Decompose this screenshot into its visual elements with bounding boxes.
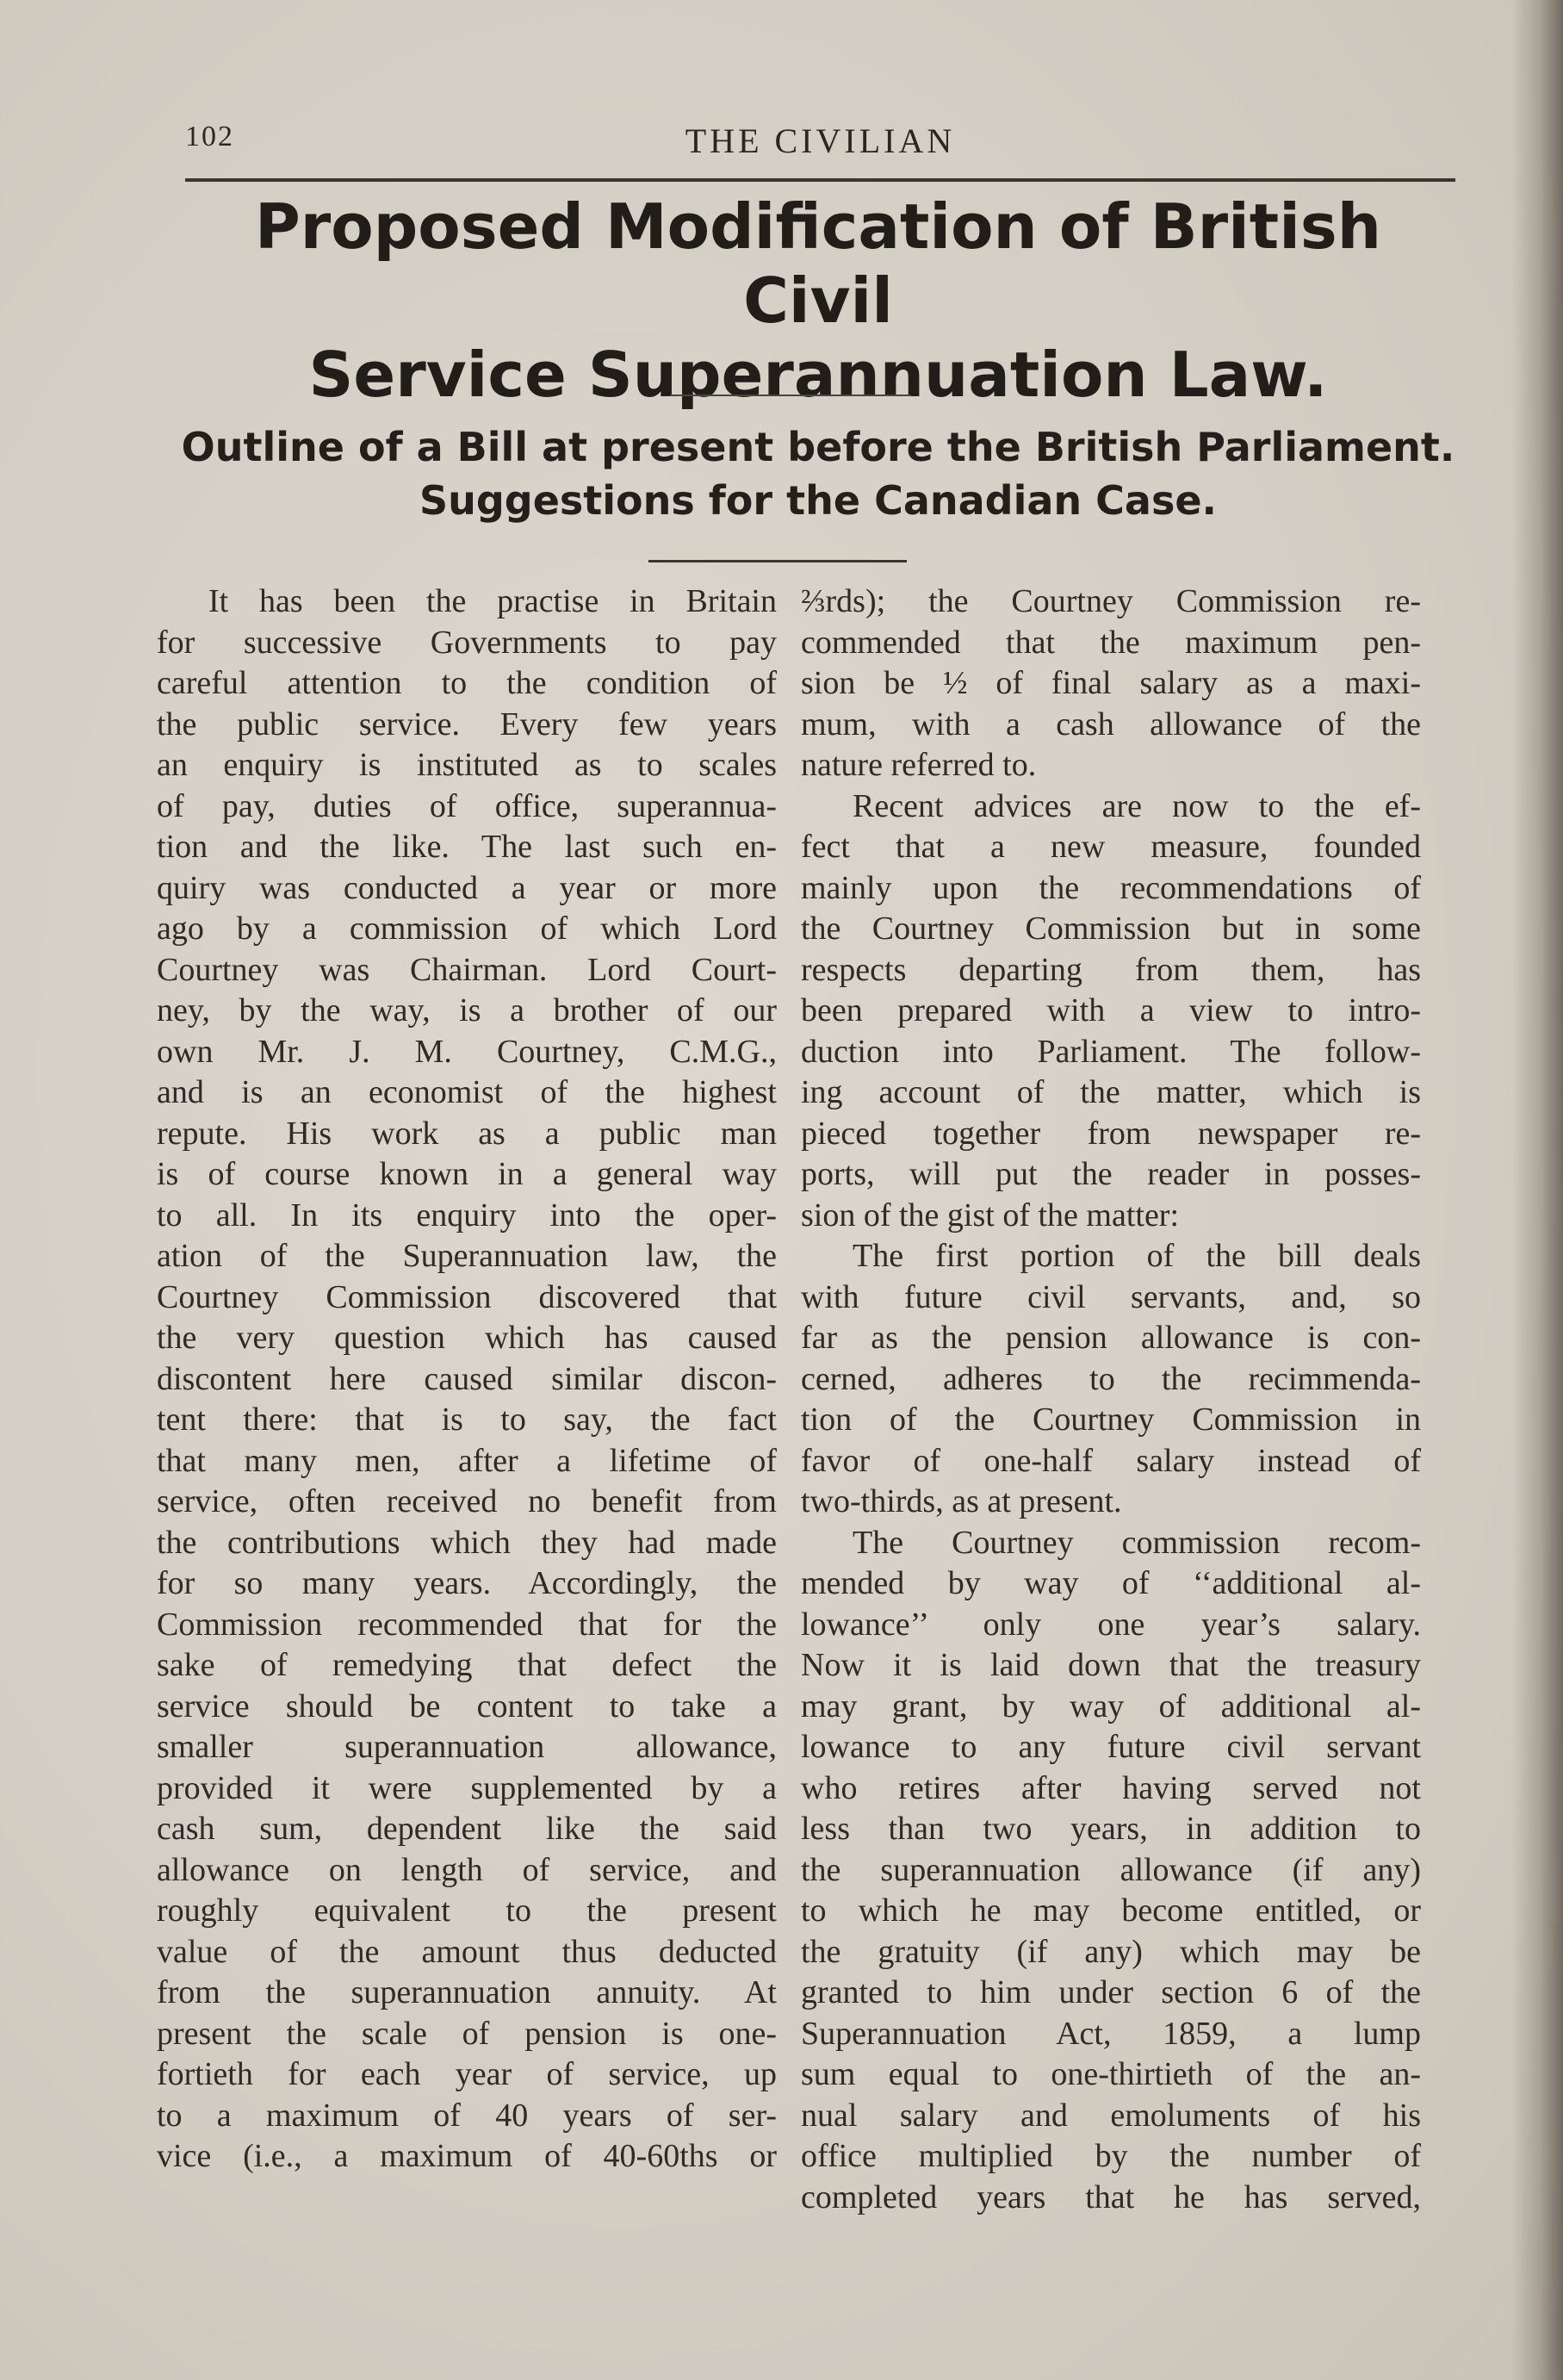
text-line: nature referred to. [801, 747, 1037, 783]
text-line: Commission recommended that for the [157, 1606, 777, 1643]
text-line: present the scale of pension is one- [157, 2015, 777, 2052]
article-subtitle [172, 420, 1464, 527]
text-line: the gratuity (if any) which may be [801, 1933, 1421, 1970]
text-line: an enquiry is instituted as to scales [157, 747, 777, 783]
text-line: and is an economist of the highest [157, 1074, 777, 1110]
text-line: to a maximum of 40 years of ser- [157, 2097, 777, 2134]
text-line: Superannuation Act, 1859, a lump [801, 2015, 1421, 2052]
text-line: lowance to any future civil servant [801, 1729, 1421, 1765]
text-line: sum equal to one-thirtieth of the an- [801, 2056, 1421, 2092]
text-line: office multiplied by the number of [801, 2138, 1421, 2174]
text-line: the public service. Every few years [157, 705, 777, 743]
left-column [157, 581, 777, 2178]
text-line: fect that a new measure, founded [801, 829, 1421, 865]
text-line: the very question which has caused [157, 1320, 777, 1356]
text-line: ney, by the way, is a brother of our [157, 992, 777, 1028]
text-line: The first portion of the bill deals [853, 1238, 1421, 1274]
text-line: duction into Parliament. The follow- [801, 1033, 1421, 1070]
text-line: sion be ½ of final salary as a maxi- [801, 665, 1421, 701]
text-line: far as the pension allowance is con- [801, 1320, 1421, 1356]
text-line: ⅔rds); the Courtney Commission re- [801, 583, 1421, 619]
text-line: vice (i.e., a maximum of 40-60ths or [157, 2138, 777, 2174]
text-line: to which he may become entitled, or [801, 1892, 1421, 1929]
subtitle-divider [648, 560, 907, 562]
text-line: may grant, by way of additional al- [801, 1687, 1421, 1724]
text-line: completed years that he has served, [801, 2178, 1421, 2215]
text-line: service, often received no benefit from [157, 1483, 777, 1519]
text-line: cerned, adheres to the recimmenda- [801, 1360, 1421, 1397]
text-line: mainly upon the recommendations of [801, 869, 1421, 906]
text-line: ago by a commission of which Lord [157, 910, 777, 947]
text-line: fortieth for each year of service, up [157, 2056, 777, 2092]
text-line: allowance on length of service, and [157, 1851, 777, 1888]
text-line: that many men, after a lifetime of [157, 1442, 777, 1479]
text-line: discontent here caused similar discon- [157, 1360, 777, 1397]
text-line: value of the amount thus deducted [157, 1933, 777, 1970]
text-line: own Mr. J. M. Courtney, C.M.G., [157, 1033, 777, 1070]
text-line: for successive Governments to pay [157, 624, 777, 661]
text-line: the superannuation allowance (if any) [801, 1851, 1421, 1888]
text-line: been prepared with a view to intro- [801, 992, 1421, 1028]
binding-shadow [1511, 0, 1563, 2380]
page-number: 102 [185, 121, 234, 152]
text-line: sake of remedying that defect the [157, 1647, 777, 1683]
text-line: service should be content to take a [157, 1687, 777, 1724]
text-line: two-thirds, as at present. [801, 1483, 1122, 1519]
page-header [185, 121, 1455, 172]
text-line: nual salary and emoluments of his [801, 2097, 1421, 2134]
text-line: careful attention to the condition of [157, 665, 777, 701]
text-line: from the superannuation annuity. At [157, 1974, 777, 2010]
text-line: for so many years. Accordingly, the [157, 1565, 777, 1601]
text-line: who retires after having served not [801, 1769, 1421, 1806]
text-line: ation of the Superannuation law, the [157, 1238, 777, 1274]
text-line: less than two years, in addition to [801, 1811, 1421, 1847]
text-line: Recent advices are now to the ef- [853, 787, 1421, 824]
text-line: sion of the gist of the matter: [801, 1196, 1180, 1233]
article-subtitle-line-1: Outline of a Bill at present before the British Parliament. [181, 424, 1455, 470]
running-head: THE CIVILIAN [685, 121, 956, 160]
text-line: smaller superannuation allowance, [157, 1729, 777, 1765]
text-line: Courtney Commission discovered that [157, 1278, 777, 1315]
text-line: Courtney was Chairman. Lord Court- [157, 951, 777, 988]
text-line: mended by way of ‘‘additional al- [801, 1565, 1421, 1601]
text-line: ports, will put the reader in posses- [801, 1156, 1421, 1192]
text-line: favor of one-half salary instead of [801, 1442, 1421, 1479]
text-line: the contributions which they had made [157, 1524, 777, 1561]
article-title-line-2: Service Superannuation Law. [308, 339, 1328, 411]
text-line: quiry was conducted a year or more [157, 869, 777, 906]
text-line: ing account of the matter, which is [801, 1074, 1421, 1110]
text-line: pieced together from newspaper re- [801, 1115, 1421, 1152]
text-line: provided it were supplemented by a [157, 1769, 777, 1806]
article-subtitle-line-2: Suggestions for the Canadian Case. [419, 477, 1218, 524]
header-rule [185, 178, 1455, 182]
text-line: of pay, duties of office, superannua- [157, 787, 777, 824]
text-line: It has been the practise in Britain [208, 583, 777, 619]
text-line: tion and the like. The last such en- [157, 829, 777, 865]
text-line: with future civil servants, and, so [801, 1278, 1421, 1315]
article-title-line-1: Proposed Modification of British Civil [254, 190, 1382, 337]
right-column [801, 581, 1421, 2218]
text-line: roughly equivalent to the present [157, 1892, 777, 1929]
title-divider [670, 395, 911, 396]
article-title [172, 190, 1464, 412]
text-line: the Courtney Commission but in some [801, 910, 1421, 947]
text-line: granted to him under section 6 of the [801, 1974, 1421, 2010]
text-line: repute. His work as a public man [157, 1115, 777, 1152]
text-line: cash sum, dependent like the said [157, 1811, 777, 1847]
text-line: tent there: that is to say, the fact [157, 1401, 777, 1438]
text-line: is of course known in a general way [157, 1156, 777, 1192]
text-line: to all. In its enquiry into the oper- [157, 1196, 777, 1233]
text-line: commended that the maximum pen- [801, 624, 1421, 661]
text-line: mum, with a cash allowance of the [801, 705, 1421, 743]
text-line: tion of the Courtney Commission in [801, 1401, 1421, 1438]
text-line: lowance’’ only one year’s salary. [801, 1606, 1421, 1643]
text-line: Now it is laid down that the treasury [801, 1647, 1421, 1683]
text-line: respects departing from them, has [801, 951, 1421, 988]
text-line: The Courtney commission recom- [853, 1524, 1421, 1561]
